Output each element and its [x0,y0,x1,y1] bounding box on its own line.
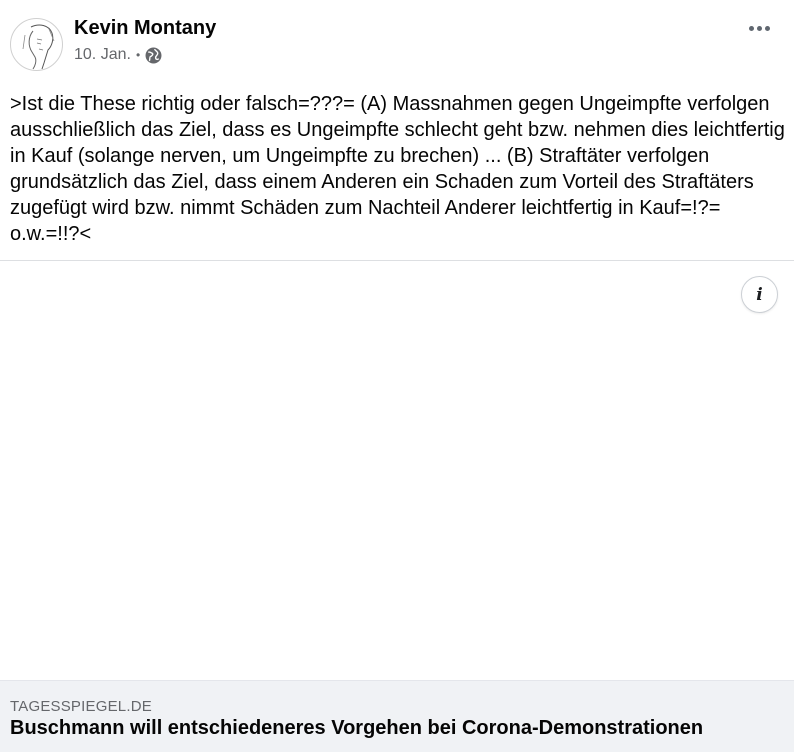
meta-separator: • [135,48,141,62]
more-dots-icon [757,26,762,31]
link-preview-image[interactable] [0,261,794,680]
post-header [0,0,794,80]
globe-icon[interactable] [145,47,162,64]
info-button[interactable]: i [741,276,778,313]
more-options-button[interactable] [742,14,776,42]
link-domain: TAGESSPIEGEL.DE [10,698,152,715]
post-date[interactable]: 10. Jan. [74,46,131,63]
post-body-text: >Ist die These richtig oder falsch=???= (A) Massnahmen gegen Ungeimpfte verfolgen ausschließlich das Ziel, dass es Ungeimpfte schlecht geht bzw. nehmen dies leichtfertig in Kauf (solange nerven, um Ungeimpfte zu brechen) ... (B) Straftäter verfolgen grundsätzlich das Ziel, dass einem Anderen ein Schaden zum Vorteil des Straftäters zugefügt wird bzw. nimmt Schäden zum Nachteil Anderer leichtfertig in Kauf=!?= o.w.=!!?< [10,93,791,245]
link-title[interactable]: Buschmann will entschiedeneres Vorgehen bei Corona-Demonstrationen [10,717,704,739]
post-meta [74,46,162,64]
link-preview-card[interactable] [0,680,794,752]
avatar-sketch-image [11,19,63,71]
author-name[interactable]: Kevin Montany [74,17,217,39]
more-dots-icon [765,26,770,31]
more-dots-icon [749,26,754,31]
avatar[interactable] [10,18,63,71]
